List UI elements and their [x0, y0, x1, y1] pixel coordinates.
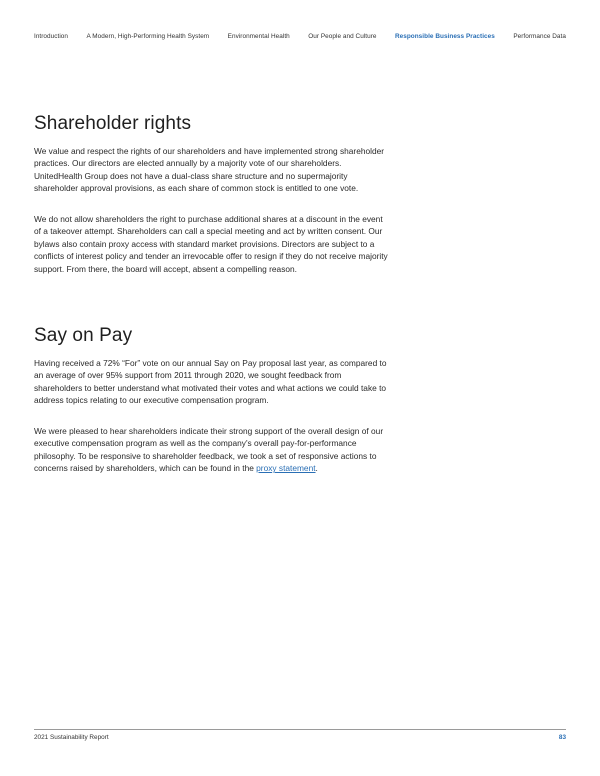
- nav-introduction[interactable]: Introduction: [34, 33, 68, 40]
- nav-environmental-health[interactable]: Environmental Health: [227, 33, 290, 40]
- shareholder-rights-paragraph-2: We do not allow shareholders the right to purchase additional shares at a discount in the event of a takeover attempt. Shareholders can call a special meeting and act by written consent. Our bylaws also contain proxy access with standard market provisions. Directors are subject to a conflicts of interest policy and tender an irrevocable offer to resign if they do not receive majority support. From there, the board will accept, absent a compelling reason.: [34, 214, 388, 274]
- footer-page-number: 83: [558, 734, 566, 741]
- nav-performance-data[interactable]: Performance Data: [513, 33, 566, 40]
- nav-health-system[interactable]: A Modern, High-Performing Health System: [86, 33, 210, 40]
- nav-people-culture[interactable]: Our People and Culture: [308, 33, 377, 40]
- section-heading-say-on-pay: Say on Pay: [34, 325, 133, 346]
- nav-responsible-business[interactable]: Responsible Business Practices: [394, 33, 495, 40]
- say-on-pay-paragraph-2: [34, 425, 389, 475]
- say-on-pay-paragraph-2-text: We were pleased to hear shareholders indicate their strong support of the overall design of our executive compensation program as well as the company's overall pay-for-performance philosophy. To be responsive to shareholder feedback, we took a set of responsive actions to concerns raised by shareholders, which can be found in the: [34, 426, 384, 474]
- say-on-pay-paragraph-2-end: .: [315, 463, 318, 474]
- top-navigation: [34, 33, 566, 40]
- footer-divider: [34, 729, 566, 730]
- say-on-pay-paragraph-1: Having received a 72% “For” vote on our annual Say on Pay proposal last year, as compared to an average of over 95% support from 2011 through 2020, we sought feedback from shareholders to better understand what motivated their votes and what actions we could take to address topics relating to our executive compensation program.: [34, 358, 387, 406]
- footer-report-title: 2021 Sustainability Report: [34, 734, 109, 741]
- proxy-statement-link[interactable]: proxy statement: [256, 463, 316, 474]
- section-heading-shareholder-rights: Shareholder rights: [34, 113, 192, 134]
- shareholder-rights-paragraph-1: We value and respect the rights of our shareholders and have implemented strong shareholder practices. Our directors are elected annually by a majority vote of our shareholders. UnitedHealth Group does not have a dual-class share structure and no supermajority shareholder approval provisions, as each share of common stock is entitled to one vote.: [34, 146, 385, 194]
